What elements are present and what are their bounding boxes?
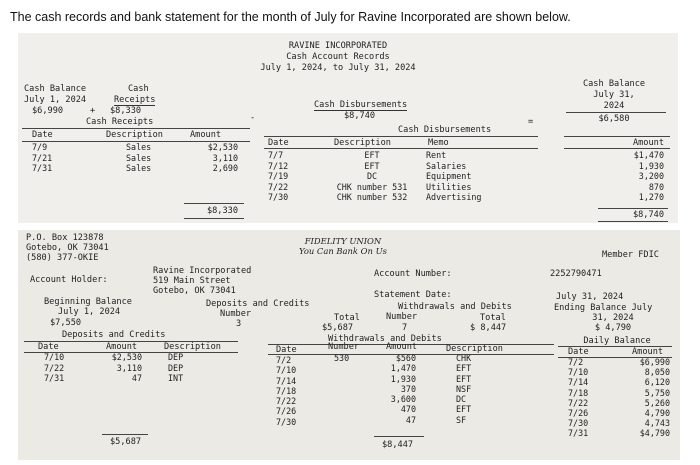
dep-date: 7/31: [44, 373, 65, 383]
receipts-header-description: Description: [106, 130, 163, 140]
wd-number-header: Number: [386, 312, 418, 322]
daily-amount: 8,050: [644, 367, 670, 378]
receipt-amount: $2,530: [207, 142, 238, 152]
wd-header-amount: Amount: [386, 342, 418, 352]
wd-description: DC: [456, 394, 467, 405]
beginning-balance-value: $7,550: [50, 318, 82, 328]
disb-table-title: Cash Disbursements: [398, 125, 492, 135]
disb-desc-col: [324, 150, 420, 203]
daily-amount: 4,790: [644, 408, 670, 419]
ending-balance-label: Ending Balance July: [554, 303, 653, 313]
dc-total: $5,687: [322, 323, 354, 333]
cash-records-panel: [18, 33, 678, 223]
disb-header-description: Description: [334, 138, 391, 148]
records-title: Cash Account Records: [286, 52, 390, 62]
dep-date: 7/10: [44, 352, 65, 362]
cash-receipts-value: $8,330: [110, 106, 142, 116]
wd-description: EFT: [456, 373, 472, 384]
receipts-amount-col: [188, 142, 238, 174]
account-holder-label: Account Holder:: [30, 275, 108, 285]
wd-date: 7/2: [276, 355, 292, 365]
wd-date: 7/18: [276, 385, 297, 396]
cash-balance-date: July 1, 2024: [24, 95, 87, 105]
wd-amount: 1,470: [390, 363, 416, 374]
disb-memo: Utilities: [426, 181, 472, 192]
beginning-balance-label: Beginning Balance: [44, 297, 132, 307]
disb-memo: Advertising: [426, 192, 482, 202]
disb-date: 7/30: [268, 192, 289, 202]
dep-amounts-col: [98, 352, 142, 384]
end-balance-label: Cash Balance: [582, 79, 646, 89]
receipts-dates-col: [32, 142, 52, 174]
company-name: RAVINE INCORPORATED: [288, 41, 388, 51]
daily-date: 7/30: [568, 418, 589, 429]
daily-date: 7/10: [568, 367, 589, 378]
disb-date: 7/19: [268, 171, 289, 181]
wd-description: EFT: [456, 363, 472, 374]
disb-description: EFT: [364, 160, 380, 171]
dep-description: INT: [168, 373, 184, 383]
dep-amount: $2,530: [111, 352, 142, 362]
dep-total: $5,687: [110, 437, 142, 447]
disb-header-date: Date: [268, 138, 289, 148]
end-balance-value: $6,580: [598, 114, 630, 124]
beginning-balance-date: July 1, 2024: [58, 307, 121, 317]
daily-amount: $4,790: [639, 428, 670, 439]
daily-date: 7/2: [568, 357, 584, 367]
wd-amount: 47: [405, 414, 416, 425]
wd-desc-col: [456, 353, 471, 425]
wd-amount: 370: [400, 383, 416, 394]
dep-table-title: Deposits and Credits: [62, 330, 166, 340]
account-number-label: Account Number:: [374, 269, 452, 279]
cash-balance-label: Cash Balance: [24, 84, 87, 94]
wd-numbers-col: [334, 353, 349, 364]
ending-balance-value: $ 4,790: [594, 323, 632, 333]
dep-dates-col: [44, 352, 64, 384]
dep-amount: 47: [131, 373, 142, 383]
equals-sign: =: [528, 117, 534, 127]
wd-total: $ 8,447: [470, 323, 507, 333]
daily-date: 7/31: [568, 428, 589, 439]
disb-date: 7/22: [268, 181, 289, 192]
receipt-amount: 3,110: [212, 152, 238, 163]
disb-amount: $1,470: [633, 150, 664, 160]
wd-amount: 470: [400, 404, 416, 415]
bank-phone: (580) 377-OKIE: [26, 253, 99, 263]
end-balance-label2: July 31,: [593, 90, 635, 100]
bank-address1: P.O. Box 123878: [26, 233, 104, 243]
dep-header-description: Description: [164, 342, 221, 352]
wd-date: 7/10: [276, 365, 297, 376]
daily-date: 7/26: [568, 408, 589, 419]
disb-dates-col: [268, 150, 288, 203]
bank-address2: Gotebo, OK 73041: [26, 243, 109, 253]
dep-description: DEP: [168, 362, 184, 373]
disb-amount-header: Amount: [632, 138, 664, 148]
wd-amount: $560: [395, 353, 416, 363]
member-fdic: Member FDIC: [602, 250, 659, 260]
wd-header-number: Number: [328, 342, 360, 352]
wd-amount: 3,600: [390, 394, 416, 405]
holder-city: Gotebo, OK 73041: [153, 286, 236, 296]
disb-amount: 1,930: [638, 160, 664, 171]
daily-amount: 6,120: [644, 377, 670, 388]
disb-description: CHK number 531: [336, 181, 408, 192]
cash-receipts-label2: Receipts: [114, 95, 156, 105]
receipts-header-date: Date: [32, 130, 53, 140]
disb-header-memo: Memo: [428, 138, 449, 148]
dep-header-date: Date: [38, 342, 59, 352]
statement-date-label: Statement Date:: [374, 290, 452, 300]
receipts-header-amount: Amount: [190, 130, 222, 140]
wd-dates-col: [276, 355, 296, 427]
wd-description: NSF: [456, 383, 472, 394]
bank-name: FIDELITY UNION: [304, 236, 382, 246]
receipt-description: Sales: [126, 152, 152, 163]
wd-number-value: 530: [334, 353, 350, 363]
disbursements-value: $8,740: [344, 111, 376, 121]
daily-date: 7/14: [568, 377, 589, 388]
receipts-total: $8,330: [206, 206, 238, 216]
daily-dates-col: [568, 357, 588, 439]
disb-amount: 1,270: [638, 192, 664, 202]
receipt-date: 7/9: [32, 142, 48, 152]
disb-description: CHK number 532: [336, 192, 408, 202]
receipt-description: Sales: [126, 142, 152, 152]
dep-description: DEP: [168, 352, 184, 362]
daily-amount: 5,260: [644, 397, 670, 408]
dc-number: 3: [236, 319, 242, 329]
wd-description: SF: [456, 414, 467, 425]
end-balance-label3: 2024: [603, 101, 625, 111]
daily-date: 7/18: [568, 387, 589, 398]
wd-description: EFT: [456, 404, 472, 415]
daily-date: 7/22: [568, 397, 589, 408]
wd-total-header: Total: [480, 313, 506, 323]
dep-header-amount: Amount: [106, 342, 138, 352]
dc-total-header: Total: [334, 313, 360, 323]
account-number: 2252790471: [550, 269, 602, 279]
holder-name: Ravine Incorporated: [153, 266, 252, 276]
disb-description: EFT: [364, 150, 380, 160]
withdrawals-debits-label: Withdrawals and Debits: [398, 302, 512, 312]
disb-date: 7/12: [268, 160, 289, 171]
disb-memo: Rent: [426, 150, 447, 160]
intro-text: The cash records and bank statement for the month of July for Ravine Incorporated are shown below.: [10, 10, 571, 24]
daily-amount: $6,990: [639, 357, 670, 367]
receipts-table-title: Cash Receipts: [86, 117, 154, 127]
disb-description: DC: [366, 171, 378, 181]
disb-memo: Equipment: [426, 171, 472, 181]
receipt-amount: 2,690: [212, 163, 238, 173]
disb-total: $8,740: [632, 210, 664, 220]
daily-header-amount: Amount: [632, 347, 664, 357]
daily-balance-title: Daily Balance: [583, 336, 651, 346]
wd-number: 7: [402, 323, 408, 333]
wd-amounts-col: [372, 353, 416, 425]
daily-amount: 4,743: [644, 418, 670, 429]
dep-desc-col: [168, 352, 183, 384]
wd-date: 7/14: [276, 375, 297, 386]
wd-amount: 1,930: [390, 373, 416, 384]
statement-date: July 31, 2024: [556, 292, 624, 302]
wd-date: 7/22: [276, 396, 297, 407]
receipt-date: 7/21: [32, 152, 53, 163]
disb-amounts-col: [574, 150, 664, 203]
wd-date: 7/30: [276, 416, 297, 427]
wd-table-title: Withdrawals and Debits: [328, 334, 442, 344]
disb-memo-col: [426, 150, 481, 203]
disb-amount: 870: [648, 181, 664, 192]
wd-header-description: Description: [446, 344, 503, 354]
deposits-credits-label: Deposits and Credits: [206, 299, 310, 309]
records-period: July 1, 2024, to July 31, 2024: [260, 63, 416, 73]
disb-amount: 3,200: [638, 171, 664, 181]
dep-amount: 3,110: [116, 362, 142, 373]
minus-sign: -: [250, 113, 256, 123]
receipts-desc-col: [126, 142, 151, 174]
bank-slogan: You Can Bank On Us: [299, 246, 387, 256]
wd-table-total: $8,447: [382, 440, 414, 450]
disb-date: 7/7: [268, 150, 284, 160]
ending-balance-date: 31, 2024: [592, 313, 634, 323]
plus-sign: +: [90, 106, 96, 116]
disb-memo: Salaries: [426, 160, 467, 171]
bank-statement-panel: [18, 230, 680, 460]
daily-amounts-col: [618, 357, 670, 439]
cash-balance-value: $6,990: [32, 106, 64, 116]
daily-amount: 5,750: [644, 387, 670, 398]
holder-street: 519 Main Street: [153, 276, 231, 286]
dep-date: 7/22: [44, 362, 65, 373]
wd-header-date: Date: [276, 345, 297, 355]
receipt-description: Sales: [126, 163, 152, 173]
dc-number-header: Number: [220, 309, 252, 319]
disbursements-label: Cash Disbursements: [314, 100, 408, 110]
wd-description: CHK: [456, 353, 472, 363]
daily-header-date: Date: [568, 347, 589, 357]
wd-date: 7/26: [276, 406, 297, 417]
cash-receipts-label: Cash: [128, 84, 149, 94]
receipt-date: 7/31: [32, 163, 53, 173]
